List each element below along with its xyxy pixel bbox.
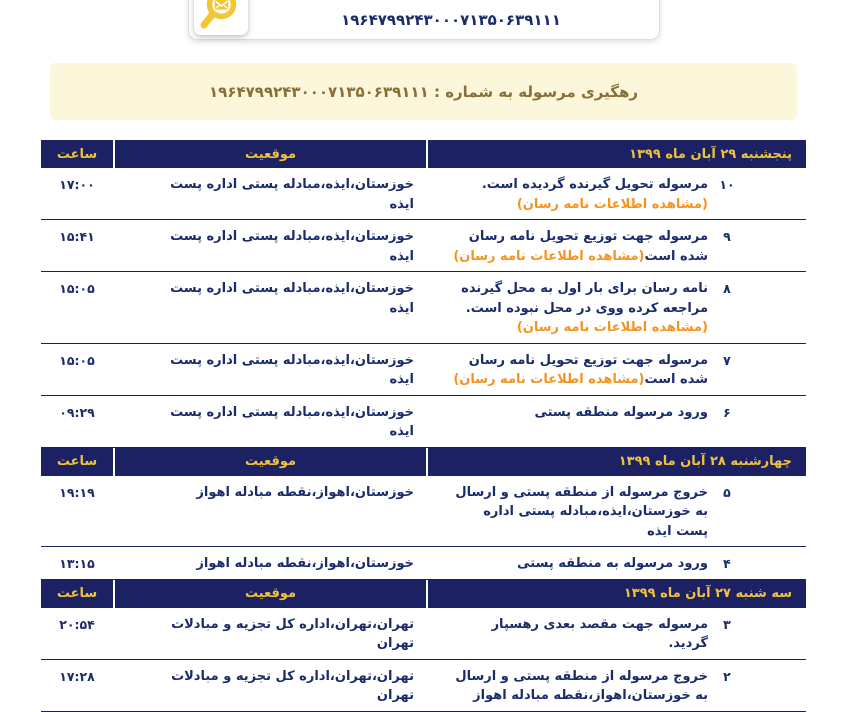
magnifier-envelope-icon xyxy=(199,0,243,36)
row-location: خوزستان،ایذه،مبادله پستی اداره پست ایذه xyxy=(170,229,414,264)
location-column-header: موقعیت xyxy=(115,580,426,608)
row-number: ۵ xyxy=(723,484,731,500)
row-time: ۱۹:۱۹ xyxy=(59,484,95,500)
status-description: خروج مرسوله از منطقه پستی و ارسال به خوزستان،ایذه،مبادله پستی اداره پست ایذه xyxy=(455,484,708,539)
tracking-search-bar xyxy=(188,0,660,40)
time-column-header: ساعت xyxy=(41,580,113,608)
date-header: سه شنبه ۲۷ آبان ماه ۱۳۹۹ xyxy=(428,580,806,608)
row-description-cell xyxy=(424,351,708,390)
row-description-cell xyxy=(424,615,708,654)
table-row xyxy=(41,344,806,396)
table-row xyxy=(41,608,806,660)
row-location: خوزستان،ایذه،مبادله پستی اداره پست ایذه xyxy=(170,352,414,387)
status-description: ورود مرسوله منطقه پستی xyxy=(534,404,708,420)
status-description: خروج مرسوله از منطقه پستی و ارسال به خوزستان،اهواز،نقطه مبادله اهواز xyxy=(455,668,708,703)
group-rows xyxy=(41,168,806,448)
row-time: ۲۰:۵۴ xyxy=(59,616,95,632)
row-description-cell xyxy=(424,403,708,423)
status-description: مرسوله تحویل گیرنده گردیده است. xyxy=(481,177,708,192)
row-location: خوزستان،ایذه،مبادله پستی اداره پست ایذه xyxy=(170,281,414,316)
group-header xyxy=(41,580,806,608)
date-group xyxy=(41,448,806,580)
date-header: چهارشنبه ۲۸ آبان ماه ۱۳۹۹ xyxy=(428,448,806,476)
tracking-banner xyxy=(50,63,797,120)
row-time: ۱۵:۰۵ xyxy=(59,281,95,296)
table-row xyxy=(41,396,806,448)
row-number: ۲ xyxy=(723,668,731,684)
row-number: ۹ xyxy=(723,229,731,244)
row-description-cell xyxy=(424,279,708,338)
row-description-cell xyxy=(424,667,708,706)
row-description-cell xyxy=(424,554,708,574)
location-column-header: موقعیت xyxy=(115,140,426,168)
row-number: ۴ xyxy=(723,556,731,571)
group-header xyxy=(41,140,806,168)
carrier-info-link[interactable]: (مشاهده اطلاعات نامه رسان) xyxy=(453,372,645,387)
row-time: ۱۷:۲۸ xyxy=(59,668,95,684)
carrier-info-link[interactable]: (مشاهده اطلاعات نامه رسان) xyxy=(453,248,645,264)
date-header: پنجشنبه ۲۹ آبان ماه ۱۳۹۹ xyxy=(428,140,806,168)
row-location: خوزستان،ایذه،مبادله پستی اداره پست ایذه xyxy=(170,177,414,212)
row-location: تهران،تهران،اداره کل تجزیه و مبادلات تهران xyxy=(171,616,414,651)
table-row xyxy=(41,547,806,580)
row-time: ۱۷:۰۰ xyxy=(59,177,95,192)
tracking-banner-text: رهگیری مرسوله به شماره : ۱۹۶۴۷۹۹۲۴۳۰۰۰۷۱۳۵۰۶۳۹۱۱۱ xyxy=(209,82,638,101)
row-location: خوزستان،اهواز،نقطه مبادله اهواز xyxy=(196,484,414,500)
table-row xyxy=(41,660,806,712)
row-number: ۳ xyxy=(723,616,731,632)
row-time: ۱۵:۴۱ xyxy=(59,229,95,244)
row-number: ۷ xyxy=(723,352,731,368)
time-column-header: ساعت xyxy=(41,448,113,476)
tracking-number-input[interactable] xyxy=(189,1,659,39)
group-header xyxy=(41,448,806,476)
status-description: نامه رسان برای بار اول به محل گیرنده مراجعه کرده ووی در محل نبوده است. xyxy=(461,281,708,316)
row-location: خوزستان،اهواز،نقطه مبادله اهواز xyxy=(196,556,414,571)
time-column-header: ساعت xyxy=(41,140,113,168)
date-group xyxy=(41,580,806,712)
row-description-cell xyxy=(424,227,708,266)
row-location: خوزستان،ایذه،مبادله پستی اداره پست ایذه xyxy=(170,404,414,439)
status-description: مرسوله جهت مقصد بعدی رهسپار گردید. xyxy=(491,616,708,651)
table-row xyxy=(41,272,806,344)
group-rows xyxy=(41,476,806,580)
group-rows xyxy=(41,608,806,712)
tracking-table xyxy=(41,140,806,712)
row-time: ۱۳:۱۵ xyxy=(59,556,95,571)
date-group xyxy=(41,140,806,448)
row-number: ۸ xyxy=(723,281,731,296)
location-column-header: موقعیت xyxy=(115,448,426,476)
row-location: تهران،تهران،اداره کل تجزیه و مبادلات تهران xyxy=(171,668,414,703)
status-description: ورود مرسوله به منطقه پستی xyxy=(517,556,708,571)
status-description: مرسوله جهت توزیع تحویل نامه رسان شده است xyxy=(468,229,708,264)
status-description: مرسوله جهت توزیع تحویل نامه رسان شده است xyxy=(468,352,708,387)
table-row xyxy=(41,168,806,220)
row-time: ۱۵:۰۵ xyxy=(59,352,95,368)
search-button[interactable] xyxy=(194,0,248,35)
row-description-cell xyxy=(424,175,708,214)
table-row xyxy=(41,476,806,548)
table-row xyxy=(41,220,806,272)
carrier-info-link[interactable]: (مشاهده اطلاعات نامه رسان) xyxy=(516,320,708,335)
row-number: ۱۰ xyxy=(719,177,735,192)
carrier-info-link[interactable]: (مشاهده اطلاعات نامه رسان) xyxy=(516,196,708,212)
row-number: ۶ xyxy=(723,404,731,420)
row-time: ۰۹:۲۹ xyxy=(59,404,95,420)
row-description-cell xyxy=(424,483,708,542)
